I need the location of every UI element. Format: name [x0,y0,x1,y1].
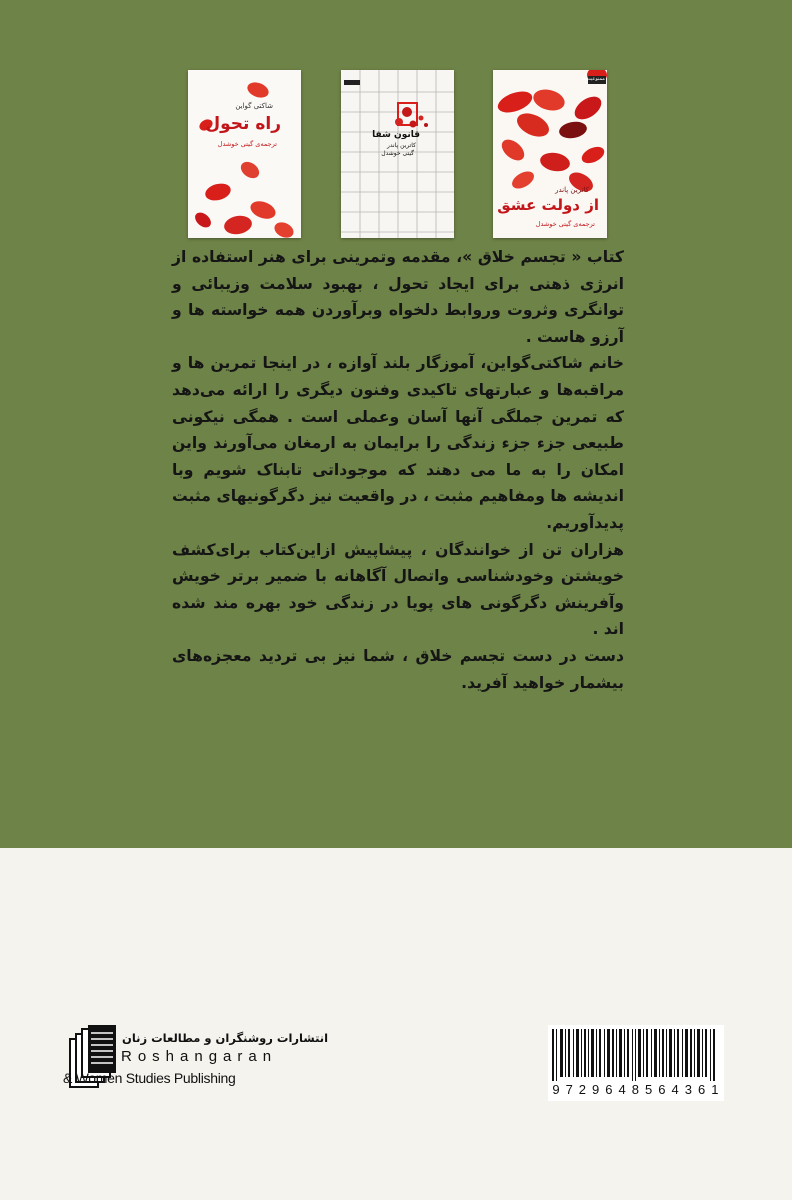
cover-translator: ترجمه‌ی گیتی خوشدل [217,140,277,148]
cover-badge: ممنوعیت‌ها [581,76,605,82]
book-description [172,244,624,696]
description-paragraph-1: کتاب « تجسم خلاق »، مقدمه وتمرینی برای هنر استفاده از انرژی ذهنی برای ایجاد تحول ، بهبود سلامت وزیبائی و توانگری وثروت وروابط دلخواه وبرآوردن همه خواسته ها و آرزو هاست . [172,248,624,346]
barcode-digits: 9 7 2 9 6 4 8 5 6 4 3 6 1 [552,1082,720,1097]
cover-translator: ترجمه‌ی گیتی خوشدل [535,220,595,228]
falling-petals-image [188,70,301,238]
book-cover-thumbnail-ghanoon-shafa[interactable] [341,70,454,238]
cover-title: قانون شفا [372,130,420,140]
publisher-name-english-line2: & Women Studies Publishing [63,1070,236,1086]
cover-author: کاترین پاندر [555,186,589,194]
description-paragraph-3: هزاران تن از خوانندگان ، پیشاپیش ازاین‌کتاب برای‌کشف خویشتن وخودشناسی واتصال آگاهانه با ضمیر برتر خویش وآفرینش دگرگونی های پویا در زندگی خود بهره مند شده اند . [172,540,624,639]
description-paragraph-4: دست در دست تجسم خلاق ، شما نیز بی تردید معجزه‌های بیشمار خواهید آفرید. [172,646,624,692]
white-lower-panel [0,848,792,1200]
cover-author: شاکتی گواین [235,102,273,110]
book-cover-thumbnail-rah-tahavol[interactable] [188,70,301,238]
cover-author: کاترین پاندر [386,142,416,149]
description-paragraph-2: خانم شاکتی‌گواین، آموزگار بلند آوازه ، در اینجا تمرین ها و مراقبه‌ها و عبارتهای تاکیدی وفنون دیگری را ارائه می‌دهد که تمرین جملگی آنها آسان وعملی است . همگی نیکونی طبیعی جزء جزء زندگی را برایمان به ارمغان می‌آورند واین امکان را به ما می دهند که موجوداتی تابناک شویم وبا اندیشه ها ومفاهیم مثبت ، در واقعیت نیز دگرگونیهای مثبت پدیدآوریم. [172,354,624,532]
cover-title: از دولت عشق [497,196,599,214]
cover-title: راه تحول [205,114,281,134]
book-cover-thumbnail-az-dowlat-eshgh[interactable] [493,70,607,238]
cover-translator: گیتی خوشدل [381,150,414,157]
publisher-name-persian: انتشارات روشنگران و مطالعات زنان [122,1031,329,1045]
publisher-name-english: Roshangaran [121,1048,278,1065]
